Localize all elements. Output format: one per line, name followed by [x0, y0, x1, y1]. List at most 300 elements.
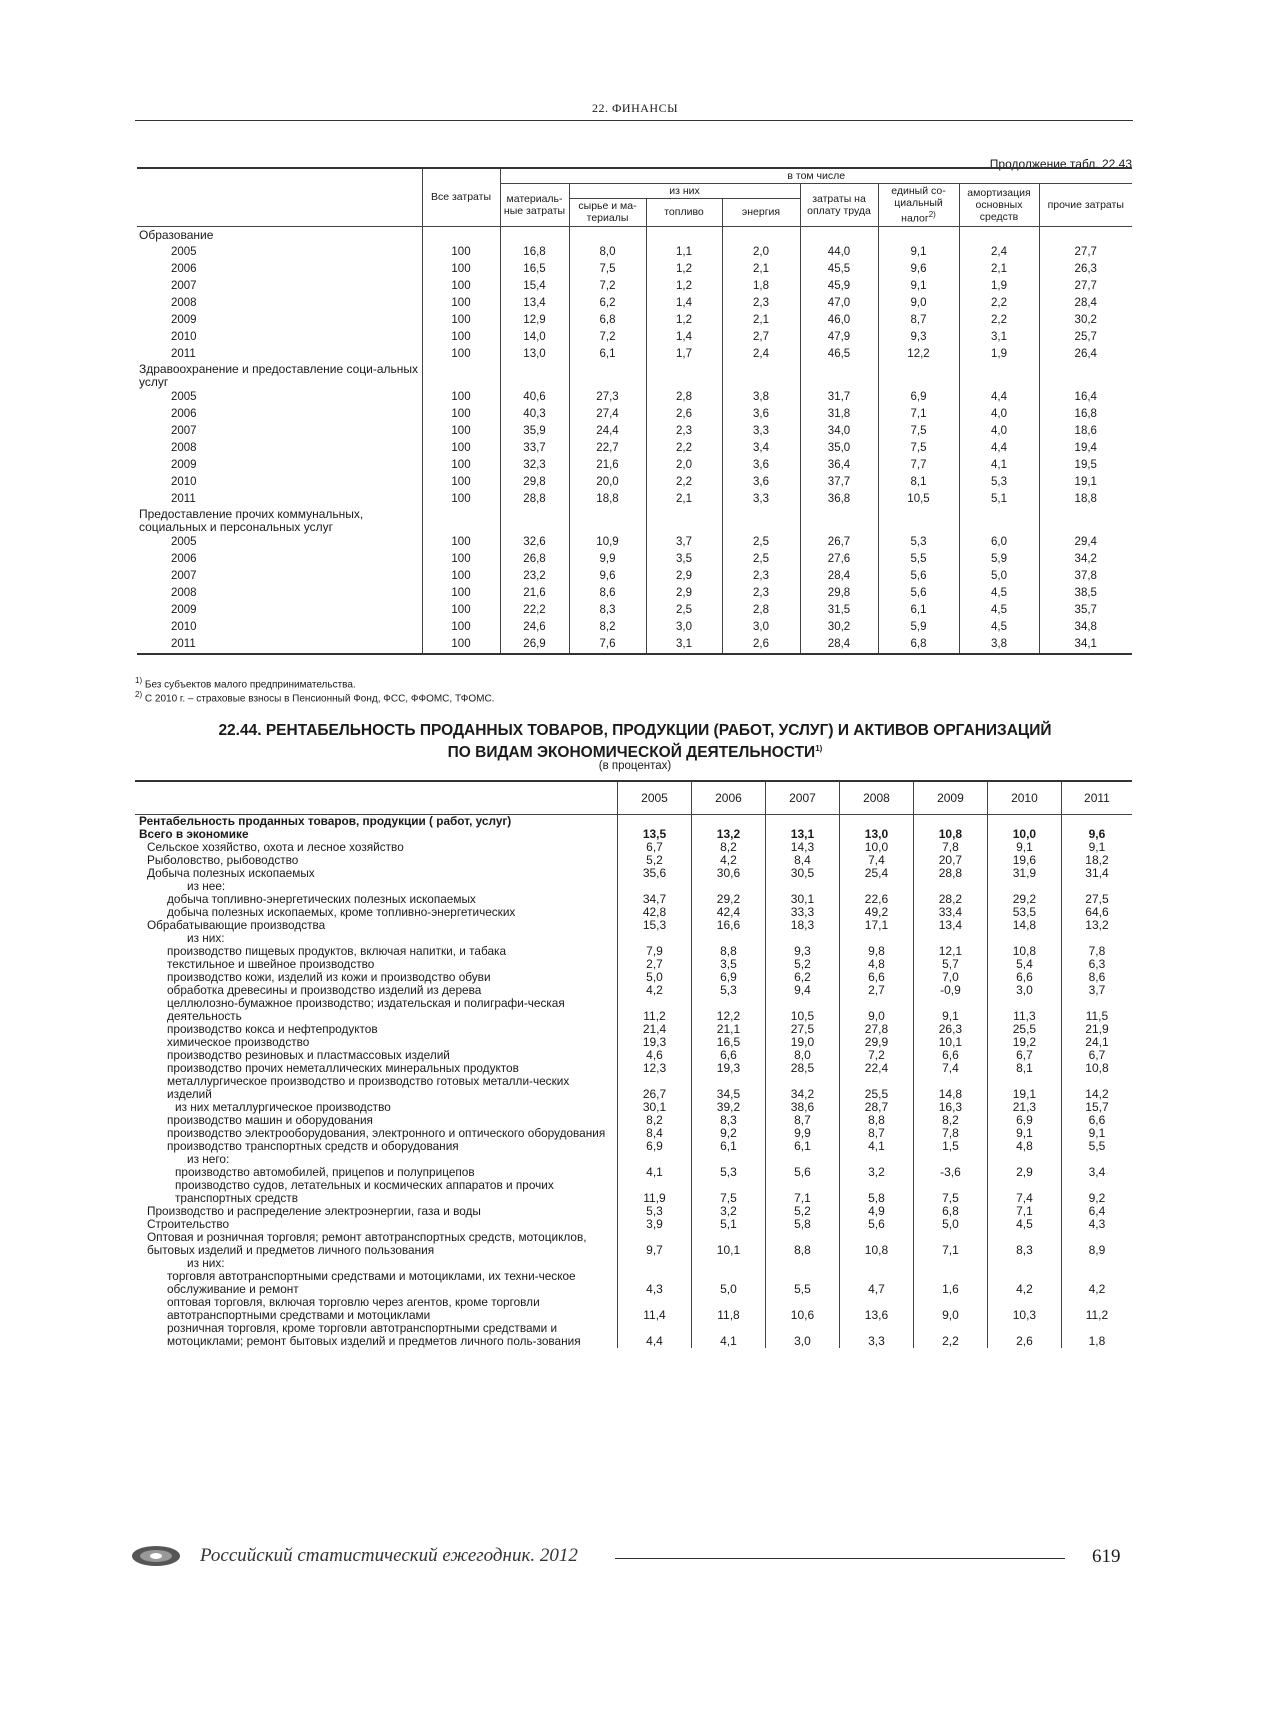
value-cell: 4,2 [691, 854, 765, 867]
value-cell: 34,5 [691, 1075, 765, 1101]
value-cell: 1,4 [646, 295, 722, 312]
footnote-2 [135, 688, 494, 705]
value-cell: 27,8 [839, 1023, 913, 1036]
value-cell: 11,5 [1061, 997, 1132, 1023]
value-cell: 26,8 [500, 551, 569, 568]
value-cell: 8,1 [987, 1062, 1061, 1075]
value-cell: 9,1 [987, 841, 1061, 854]
year-label: 2008 [171, 586, 197, 599]
value-cell: 2,6 [722, 636, 800, 654]
row-label: Рентабельность проданных товаров, продукции ( работ, услуг) [139, 814, 512, 828]
table-row [137, 619, 1132, 636]
value-cell: 3,8 [722, 389, 800, 406]
value-cell: 19,0 [765, 1036, 839, 1049]
value-cell: 14,8 [987, 919, 1061, 932]
table-title-line2-wrap [135, 740, 1135, 762]
value-cell: 100 [422, 406, 500, 423]
value-cell: 27,3 [569, 389, 646, 406]
table-title-sup: 1) [815, 744, 823, 753]
value-cell: 1,9 [959, 278, 1039, 295]
value-cell: 3,0 [987, 984, 1061, 997]
value-cell: 6,8 [878, 636, 959, 654]
empty-cell [722, 363, 800, 389]
empty-cell [569, 508, 646, 534]
continuation-label: Продолжение табл. 22.43 [989, 157, 1132, 171]
value-cell: 27,6 [800, 551, 878, 568]
col-raw: сырье и ма-териалы [569, 199, 646, 226]
value-cell [913, 815, 987, 829]
value-cell: 4,2 [987, 1270, 1061, 1296]
value-cell: 4,0 [959, 423, 1039, 440]
value-cell: 4,2 [1061, 1270, 1132, 1296]
empty-cell [800, 508, 878, 534]
value-cell [839, 815, 913, 829]
row-label: из него: [187, 1152, 230, 1166]
row-label: производство кокса и нефтепродуктов [167, 1022, 378, 1036]
value-cell: 8,4 [765, 854, 839, 867]
value-cell: 28,4 [800, 568, 878, 585]
value-cell: 7,8 [1061, 945, 1132, 958]
value-cell: 6,7 [987, 1049, 1061, 1062]
table-row [135, 1296, 1132, 1322]
footer-title: Российский статистический ежегодник. 2012 [200, 1545, 578, 1566]
value-cell: 2,2 [646, 440, 722, 457]
value-cell: 5,5 [878, 551, 959, 568]
empty-cell [646, 508, 722, 534]
table-row [135, 1270, 1132, 1296]
empty-cell [646, 363, 722, 389]
value-cell: 40,6 [500, 389, 569, 406]
value-cell: 9,6 [1061, 828, 1132, 841]
table-row [135, 1179, 1132, 1205]
table-row [137, 440, 1132, 457]
table-row [137, 602, 1132, 619]
value-cell: 34,2 [765, 1075, 839, 1101]
value-cell: 14,8 [913, 1075, 987, 1101]
value-cell: 25,5 [987, 1023, 1061, 1036]
value-cell: 6,7 [1061, 1049, 1132, 1062]
value-cell: 12,2 [691, 997, 765, 1023]
value-cell: 24,6 [500, 619, 569, 636]
value-cell: 18,3 [765, 919, 839, 932]
value-cell: 13,6 [839, 1296, 913, 1322]
value-cell: 4,5 [987, 1218, 1061, 1231]
value-cell: 11,3 [987, 997, 1061, 1023]
value-cell: 100 [422, 278, 500, 295]
value-cell: 3,3 [839, 1322, 913, 1348]
row-label: производство кожи, изделий из кожи и производство обуви [167, 970, 491, 984]
value-cell: 9,0 [913, 1296, 987, 1322]
value-cell: 36,8 [800, 491, 878, 508]
value-cell: 4,5 [959, 602, 1039, 619]
value-cell: 20,0 [569, 474, 646, 491]
table-row [135, 1205, 1132, 1218]
value-cell: 2,7 [839, 984, 913, 997]
value-cell: 9,3 [765, 945, 839, 958]
row-label: из них металлургическое производство [175, 1100, 391, 1114]
value-cell: 9,3 [878, 329, 959, 346]
value-cell: 16,6 [691, 919, 765, 932]
header-rule [135, 120, 1133, 121]
row-label: химическое производство [167, 1035, 310, 1049]
col-amortization: амортизация основных средств [959, 184, 1039, 227]
value-cell: 37,8 [1039, 568, 1132, 585]
value-cell: 4,5 [959, 585, 1039, 602]
table-row [135, 997, 1132, 1023]
empty-cell [959, 363, 1039, 389]
value-cell: 6,8 [569, 312, 646, 329]
value-cell: 4,1 [618, 1166, 692, 1179]
col-social-tax [878, 184, 959, 227]
table-row [137, 312, 1132, 329]
value-cell: 5,5 [765, 1270, 839, 1296]
value-cell [913, 1257, 987, 1270]
value-cell: 8,0 [569, 244, 646, 261]
table-row [135, 815, 1132, 829]
value-cell: 100 [422, 551, 500, 568]
table-row [137, 261, 1132, 278]
value-cell: 8,6 [1061, 971, 1132, 984]
value-cell: 38,6 [765, 1101, 839, 1114]
value-cell: 1,8 [722, 278, 800, 295]
value-cell [691, 1257, 765, 1270]
value-cell: 11,2 [1061, 1296, 1132, 1322]
value-cell: 100 [422, 457, 500, 474]
value-cell: 4,3 [618, 1270, 692, 1296]
value-cell: 8,7 [878, 312, 959, 329]
value-cell: 7,2 [839, 1049, 913, 1062]
value-cell: 5,9 [878, 619, 959, 636]
value-cell: 14,2 [1061, 1075, 1132, 1101]
value-cell [839, 1257, 913, 1270]
value-cell: 18,8 [569, 491, 646, 508]
value-cell: 3,6 [722, 474, 800, 491]
value-cell: 10,9 [569, 534, 646, 551]
footnote-1-text: Без субъектов малого предпринимательства. [144, 679, 356, 691]
value-cell: 21,6 [569, 457, 646, 474]
row-label: текстильное и швейное производство [167, 957, 375, 971]
value-cell [691, 815, 765, 829]
year-header: 2011 [1061, 781, 1132, 815]
year-header: 2007 [765, 781, 839, 815]
value-cell: 100 [422, 440, 500, 457]
row-label: Всего в экономике [139, 827, 249, 841]
profitability-table [135, 780, 1132, 1348]
value-cell [618, 815, 692, 829]
value-cell: 6,2 [765, 971, 839, 984]
value-cell: 45,9 [800, 278, 878, 295]
value-cell: 42,8 [618, 906, 692, 919]
value-cell: 10,1 [691, 1231, 765, 1257]
value-cell: 3,1 [959, 329, 1039, 346]
value-cell: 3,4 [1061, 1166, 1132, 1179]
value-cell: 22,2 [500, 602, 569, 619]
year-label: 2005 [171, 535, 197, 548]
value-cell: 10,8 [913, 828, 987, 841]
value-cell: 3,2 [839, 1166, 913, 1179]
table-row [137, 457, 1132, 474]
value-cell: 6,6 [839, 971, 913, 984]
value-cell: 5,6 [878, 568, 959, 585]
value-cell: 2,4 [959, 244, 1039, 261]
value-cell: 5,1 [691, 1218, 765, 1231]
empty-cell [878, 363, 959, 389]
value-cell: 10,5 [878, 491, 959, 508]
value-cell: 2,7 [722, 329, 800, 346]
value-cell: 7,2 [569, 329, 646, 346]
value-cell: 34,0 [800, 423, 878, 440]
value-cell: 1,4 [646, 329, 722, 346]
value-cell: 22,6 [839, 893, 913, 906]
value-cell: 4,4 [959, 389, 1039, 406]
year-label: 2009 [171, 458, 197, 471]
col-all-costs: Все затраты [422, 168, 500, 226]
stub-header [135, 781, 618, 815]
cost-structure-table [137, 167, 1132, 655]
value-cell: 34,7 [618, 893, 692, 906]
value-cell: 19,3 [691, 1062, 765, 1075]
value-cell: 7,7 [878, 457, 959, 474]
table-row [137, 551, 1132, 568]
value-cell: 100 [422, 602, 500, 619]
value-cell: 10,0 [839, 841, 913, 854]
empty-cell [878, 226, 959, 244]
value-cell: 4,8 [987, 1140, 1061, 1153]
value-cell: 4,1 [959, 457, 1039, 474]
value-cell: 10,8 [987, 945, 1061, 958]
table-row [135, 1322, 1132, 1348]
value-cell: 13,2 [691, 828, 765, 841]
row-label: производство прочих неметаллических минеральных продуктов [167, 1061, 519, 1075]
col-including: в том числе [500, 168, 1132, 184]
empty-cell [959, 508, 1039, 534]
year-label: 2009 [171, 313, 197, 326]
value-cell: 2,6 [987, 1322, 1061, 1348]
value-cell: 21,9 [1061, 1023, 1132, 1036]
value-cell: 2,1 [646, 491, 722, 508]
value-cell: 5,6 [765, 1166, 839, 1179]
value-cell: 6,1 [691, 1140, 765, 1153]
row-label: производство транспортных средств и оборудования [167, 1139, 459, 1153]
value-cell: 3,3 [722, 491, 800, 508]
row-label: металлургическое производство и производство готовых металли-ческих изделий [167, 1074, 570, 1101]
value-cell: 34,1 [1039, 636, 1132, 654]
table-row [137, 474, 1132, 491]
table-title [135, 722, 1135, 762]
value-cell: 27,5 [1061, 893, 1132, 906]
value-cell: 2,8 [646, 389, 722, 406]
value-cell: 31,9 [987, 867, 1061, 880]
row-label: Производство и распределение электроэнергии, газа и воды [147, 1204, 481, 1218]
value-cell: 100 [422, 474, 500, 491]
row-label: Сельское хозяйство, охота и лесное хозяйство [147, 840, 404, 854]
value-cell: 9,1 [987, 1127, 1061, 1140]
value-cell: 18,6 [1039, 423, 1132, 440]
value-cell: 5,6 [878, 585, 959, 602]
value-cell: 4,7 [839, 1270, 913, 1296]
table-row [137, 329, 1132, 346]
year-label: 2010 [171, 475, 197, 488]
value-cell: 10,3 [987, 1296, 1061, 1322]
value-cell: 9,4 [765, 984, 839, 997]
value-cell: 35,9 [500, 423, 569, 440]
value-cell: 5,3 [691, 984, 765, 997]
value-cell: 38,5 [1039, 585, 1132, 602]
value-cell: 7,4 [839, 854, 913, 867]
value-cell: 5,9 [959, 551, 1039, 568]
section-row [137, 226, 1132, 244]
value-cell: 45,5 [800, 261, 878, 278]
empty-cell [878, 508, 959, 534]
value-cell: 6,0 [959, 534, 1039, 551]
row-label: из нее: [187, 879, 226, 893]
value-cell: 2,2 [646, 474, 722, 491]
table-title-line1: 22.44. РЕНТАБЕЛЬНОСТЬ ПРОДАННЫХ ТОВАРОВ, ПРОДУКЦИИ (РАБОТ, УСЛУГ) И АКТИВОВ ОРГАНИЗАЦИЙ [218, 722, 1052, 739]
value-cell: 21,4 [618, 1023, 692, 1036]
value-cell: 9,9 [765, 1127, 839, 1140]
value-cell: 2,9 [646, 585, 722, 602]
value-cell: 35,7 [1039, 602, 1132, 619]
value-cell: 2,9 [987, 1166, 1061, 1179]
value-cell: 7,4 [913, 1062, 987, 1075]
value-cell: 3,7 [646, 534, 722, 551]
value-cell: -3,6 [913, 1166, 987, 1179]
value-cell: 31,8 [800, 406, 878, 423]
value-cell: 7,5 [878, 423, 959, 440]
table-row [135, 1075, 1132, 1101]
value-cell: 27,5 [765, 1023, 839, 1036]
col-fuel: топливо [646, 199, 722, 226]
value-cell: 11,9 [618, 1179, 692, 1205]
table-row [135, 919, 1132, 932]
section-row [137, 508, 1132, 534]
value-cell: 30,1 [618, 1101, 692, 1114]
empty-cell [722, 508, 800, 534]
value-cell: 27,4 [569, 406, 646, 423]
value-cell: 19,2 [987, 1036, 1061, 1049]
value-cell: 29,9 [839, 1036, 913, 1049]
value-cell: 24,4 [569, 423, 646, 440]
empty-cell [500, 226, 569, 244]
year-label: 2008 [171, 296, 197, 309]
empty-cell [422, 363, 500, 389]
value-cell: 6,8 [913, 1205, 987, 1218]
value-cell: 8,7 [765, 1114, 839, 1127]
value-cell: 29,4 [1039, 534, 1132, 551]
year-label: 2010 [171, 330, 197, 343]
value-cell: 8,9 [1061, 1231, 1132, 1257]
value-cell: 6,4 [1061, 1205, 1132, 1218]
value-cell: 3,2 [691, 1205, 765, 1218]
value-cell: 47,0 [800, 295, 878, 312]
value-cell: 100 [422, 389, 500, 406]
value-cell: 28,8 [500, 491, 569, 508]
value-cell: 3,7 [1061, 984, 1132, 997]
table-row [137, 491, 1132, 508]
value-cell: 9,1 [878, 278, 959, 295]
year-label: 2005 [171, 245, 197, 258]
value-cell: 9,1 [913, 997, 987, 1023]
row-label: производство судов, летательных и космических аппаратов и прочих транспортных средств [175, 1178, 554, 1205]
year-label: 2007 [171, 279, 197, 292]
value-cell: 44,0 [800, 244, 878, 261]
value-cell: 8,0 [765, 1049, 839, 1062]
empty-cell [569, 226, 646, 244]
value-cell: 6,9 [691, 971, 765, 984]
value-cell: 4,2 [618, 984, 692, 997]
value-cell: 19,1 [1039, 474, 1132, 491]
value-cell: 28,8 [913, 867, 987, 880]
year-header: 2005 [618, 781, 692, 815]
year-label: 2011 [171, 637, 196, 650]
value-cell: 8,2 [913, 1114, 987, 1127]
row-label: добыча топливно-энергетических полезных ископаемых [167, 892, 476, 906]
value-cell: 26,7 [618, 1075, 692, 1101]
value-cell: 100 [422, 312, 500, 329]
empty-cell [1039, 363, 1132, 389]
value-cell: 9,0 [839, 997, 913, 1023]
value-cell: 9,2 [1061, 1179, 1132, 1205]
row-label: торговля автотранспортными средствами и мотоциклами, их техни-ческое обслуживание и ремонт [167, 1269, 576, 1296]
value-cell: 22,7 [569, 440, 646, 457]
table-row [135, 1231, 1132, 1257]
footnote-2-mark: 2) [135, 690, 143, 699]
value-cell: 2,4 [722, 346, 800, 363]
value-cell: 46,0 [800, 312, 878, 329]
value-cell: 8,2 [618, 1114, 692, 1127]
value-cell: 29,2 [691, 893, 765, 906]
value-cell: 8,1 [878, 474, 959, 491]
value-cell: 8,4 [618, 1127, 692, 1140]
value-cell: 5,6 [839, 1218, 913, 1231]
value-cell: 23,2 [500, 568, 569, 585]
value-cell: 10,6 [765, 1296, 839, 1322]
value-cell: 6,1 [569, 346, 646, 363]
table-row [137, 278, 1132, 295]
year-label: 2009 [171, 603, 197, 616]
value-cell: 13,4 [913, 919, 987, 932]
empty-cell [646, 226, 722, 244]
value-cell: 5,3 [618, 1205, 692, 1218]
value-cell: 2,5 [722, 551, 800, 568]
value-cell: 5,3 [691, 1166, 765, 1179]
value-cell: 5,3 [878, 534, 959, 551]
value-cell: 19,1 [987, 1075, 1061, 1101]
value-cell: 21,1 [691, 1023, 765, 1036]
value-cell: 4,1 [691, 1322, 765, 1348]
value-cell: 4,4 [959, 440, 1039, 457]
table-row [137, 244, 1132, 261]
year-label: 2008 [171, 441, 197, 454]
value-cell: 100 [422, 346, 500, 363]
value-cell: 5,2 [765, 1205, 839, 1218]
value-cell [765, 1257, 839, 1270]
table-row [137, 346, 1132, 363]
row-label: Строительство [147, 1217, 230, 1231]
value-cell: 100 [422, 423, 500, 440]
value-cell: 10,8 [1061, 1062, 1132, 1075]
year-label: 2006 [171, 407, 197, 420]
value-cell: 16,8 [1039, 406, 1132, 423]
value-cell: 2,5 [646, 602, 722, 619]
value-cell: 27,7 [1039, 244, 1132, 261]
value-cell: 8,8 [839, 1114, 913, 1127]
value-cell: 100 [422, 568, 500, 585]
table-row [135, 867, 1132, 880]
value-cell: 8,6 [569, 585, 646, 602]
year-label: 2005 [171, 390, 197, 403]
value-cell: 7,8 [913, 1127, 987, 1140]
